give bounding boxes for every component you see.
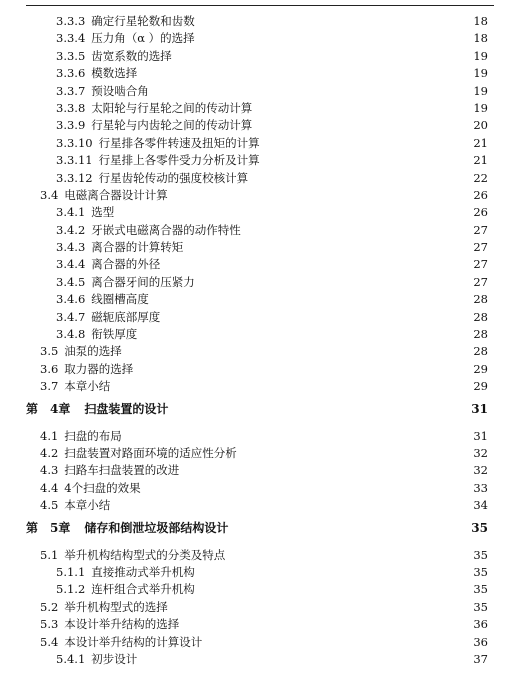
toc-entry[interactable]	[0, 564, 520, 581]
toc-entry-title: 4个扫盘的效果	[64, 480, 141, 495]
toc-entry[interactable]	[0, 13, 520, 30]
toc-entry-number: 3.4.1	[56, 205, 86, 220]
toc-entry-page: 20	[473, 118, 488, 133]
toc-entry-page: 35	[471, 520, 488, 535]
toc-entry-title: 预设啮合角	[91, 83, 149, 98]
toc-entry-page: 37	[473, 651, 488, 666]
toc-entry[interactable]	[0, 309, 520, 326]
toc-entry-number: 4.3	[40, 463, 59, 478]
toc-entry[interactable]	[0, 152, 520, 169]
toc-entry[interactable]	[0, 547, 520, 564]
toc-entry-page: 36	[473, 634, 488, 649]
toc-entry-title: 扫路车扫盘装置的改进	[64, 463, 180, 478]
toc-entry[interactable]	[0, 462, 520, 479]
toc-entry-title: 离合器的外径	[91, 257, 161, 272]
toc-entry-page: 34	[473, 498, 488, 513]
toc-entry-number: 3.6	[40, 361, 59, 376]
toc-entry-page: 28	[473, 327, 488, 342]
toc-entry[interactable]	[0, 170, 520, 187]
toc-entry-number: 3.7	[40, 379, 59, 394]
toc-entry[interactable]	[0, 135, 520, 152]
toc-entry-number: 3.5	[40, 344, 59, 359]
toc-entry-number: 5.1.1	[56, 564, 86, 579]
toc-entry-page: 28	[473, 309, 488, 324]
toc-chapter-entry[interactable]	[0, 398, 520, 424]
toc-entry-page: 32	[473, 445, 488, 460]
toc-entry-title: 离合器牙间的压紧力	[91, 274, 195, 289]
toc-entry-title: 举升机构型式的选择	[64, 599, 168, 614]
toc-entry[interactable]	[0, 343, 520, 360]
toc-entry[interactable]	[0, 581, 520, 598]
toc-entry-number: 3.3.9	[56, 118, 86, 133]
toc-entry[interactable]	[0, 616, 520, 633]
toc-entry[interactable]	[0, 428, 520, 445]
toc-entry-title: 本设计举升结构的计算设计	[64, 634, 203, 649]
toc-entry[interactable]	[0, 326, 520, 343]
toc-entry-number: 3.3.11	[56, 153, 93, 168]
toc-entry[interactable]	[0, 30, 520, 47]
toc-entry-page: 32	[473, 463, 488, 478]
toc-entry[interactable]	[0, 651, 520, 668]
toc-entry-page: 19	[473, 83, 488, 98]
toc-entry[interactable]	[0, 187, 520, 204]
toc-entry-title: 牙嵌式电磁离合器的动作特性	[91, 222, 241, 237]
toc-entry-title: 储存和倒泄垃圾部结构设计	[84, 520, 229, 535]
toc-entry-title: 扫盘装置对路面环境的适应性分析	[64, 445, 237, 460]
toc-entry-page: 28	[473, 344, 488, 359]
toc-entry[interactable]	[0, 634, 520, 651]
toc-entry-number: 3.3.3	[56, 14, 86, 28]
toc-entry-number: 5.3	[40, 617, 59, 632]
toc-entry-title: 行星轮与内齿轮之间的传动计算	[91, 118, 253, 133]
toc-entry-number: 5.4	[40, 634, 59, 649]
toc-entry-title: 直接推动式举升机构	[91, 564, 195, 579]
toc-entry[interactable]	[0, 117, 520, 134]
toc-entry[interactable]	[0, 239, 520, 256]
toc-entry-number: 3.4.2	[56, 222, 86, 237]
toc-entry[interactable]	[0, 497, 520, 514]
toc-entry[interactable]	[0, 256, 520, 273]
toc-entry[interactable]	[0, 83, 520, 100]
toc-entry-number: 3.4.4	[56, 257, 86, 272]
toc-entry-title: 确定行星轮数和齿数	[91, 14, 195, 28]
toc-entry-number: 3.4.8	[56, 327, 86, 342]
toc-entry-number: 4.4	[40, 480, 59, 495]
top-rule	[26, 5, 494, 6]
toc-chapter-entry[interactable]	[0, 517, 520, 543]
toc-entry-page: 26	[473, 187, 488, 202]
toc-entry[interactable]	[0, 291, 520, 308]
toc-entry-page: 27	[473, 222, 488, 237]
toc-entry-page: 27	[473, 240, 488, 255]
toc-entry-number: 第 4章	[26, 401, 71, 416]
toc-entry-number: 3.3.12	[56, 170, 93, 185]
toc-entry-number: 3.4.5	[56, 274, 86, 289]
toc-entry[interactable]	[0, 222, 520, 239]
toc-entry-title: 连杆组合式举升机构	[91, 582, 195, 597]
toc-entry-title: 本章小结	[64, 379, 111, 394]
toc-entry-number: 4.1	[40, 428, 59, 443]
toc-entry-title: 齿宽系数的选择	[91, 48, 172, 63]
toc-entry-title: 太阳轮与行星轮之间的传动计算	[91, 100, 253, 115]
toc-entry-number: 5.2	[40, 599, 59, 614]
table-of-contents	[0, 13, 520, 668]
toc-entry-title: 行星排上各零件受力分析及计算	[98, 153, 260, 168]
toc-entry-title: 磁轭底部厚度	[91, 309, 161, 324]
toc-entry-page: 36	[473, 617, 488, 632]
toc-entry-title: 油泵的选择	[64, 344, 122, 359]
toc-entry-page: 18	[473, 31, 488, 46]
toc-entry-number: 3.4	[40, 187, 59, 202]
toc-entry-title: 行星齿轮传动的强度校核计算	[98, 170, 249, 185]
toc-entry-page: 21	[473, 153, 488, 168]
toc-entry-page: 35	[473, 547, 488, 562]
toc-entry[interactable]	[0, 480, 520, 497]
toc-entry-number: 3.4.6	[56, 292, 86, 307]
toc-entry-number: 5.4.1	[56, 651, 86, 666]
toc-entry-number: 3.3.8	[56, 100, 86, 115]
toc-entry-title: 模数选择	[91, 66, 138, 81]
toc-entry-title: 举升机构结构型式的分类及特点	[64, 547, 226, 562]
toc-entry-page: 33	[473, 480, 488, 495]
toc-entry-page: 29	[473, 379, 488, 394]
toc-entry[interactable]	[0, 378, 520, 395]
toc-entry-number: 3.4.3	[56, 240, 86, 255]
toc-entry-title: 电磁离合器设计计算	[64, 187, 168, 202]
toc-entry-number: 3.3.6	[56, 66, 86, 81]
toc-entry-title: 行星排各零件转速及扭矩的计算	[98, 135, 260, 150]
toc-entry-number: 3.3.10	[56, 135, 93, 150]
toc-entry-number: 4.5	[40, 498, 59, 513]
toc-entry-title: 扫盘装置的设计	[84, 401, 169, 416]
toc-entry-page: 35	[473, 599, 488, 614]
toc-entry-title: 本设计举升结构的选择	[64, 617, 180, 632]
toc-entry-page: 35	[473, 582, 488, 597]
toc-entry-page: 27	[473, 274, 488, 289]
toc-entry-page: 27	[473, 257, 488, 272]
toc-entry[interactable]	[0, 100, 520, 117]
toc-entry-number: 3.4.7	[56, 309, 86, 324]
toc-entry-page: 35	[473, 564, 488, 579]
toc-entry-number: 3.3.4	[56, 31, 86, 46]
toc-entry-title: 离合器的计算转矩	[91, 240, 184, 255]
toc-entry[interactable]	[0, 599, 520, 616]
toc-entry-title: 选型	[91, 205, 115, 220]
toc-entry-number: 3.3.5	[56, 48, 86, 63]
toc-entry-number: 5.1	[40, 547, 59, 562]
toc-entry-page: 19	[473, 66, 488, 81]
toc-entry[interactable]	[0, 274, 520, 291]
toc-entry-title: 扫盘的布局	[64, 428, 122, 443]
toc-entry-title: 取力器的选择	[64, 361, 134, 376]
toc-entry-page: 31	[471, 401, 488, 416]
toc-entry-title: 衔铁厚度	[91, 327, 138, 342]
toc-entry[interactable]	[0, 361, 520, 378]
toc-entry[interactable]	[0, 65, 520, 82]
toc-entry[interactable]	[0, 48, 520, 65]
toc-entry-page: 22	[473, 170, 488, 185]
toc-entry[interactable]	[0, 204, 520, 221]
toc-entry[interactable]	[0, 445, 520, 462]
toc-entry-title: 本章小结	[64, 498, 111, 513]
toc-entry-title: 线圈槽高度	[91, 292, 149, 307]
toc-entry-page: 21	[473, 135, 488, 150]
toc-entry-page: 18	[473, 14, 488, 28]
toc-entry-number: 第 5章	[26, 520, 71, 535]
toc-entry-number: 3.3.7	[56, 83, 86, 98]
toc-entry-number: 5.1.2	[56, 582, 86, 597]
toc-entry-title: 初步设计	[91, 651, 138, 666]
toc-entry-page: 19	[473, 100, 488, 115]
toc-entry-number: 4.2	[40, 445, 59, 460]
toc-entry-page: 26	[473, 205, 488, 220]
toc-entry-title: 压力角（α ）的选择	[91, 31, 195, 46]
toc-entry-page: 29	[473, 361, 488, 376]
toc-entry-page: 28	[473, 292, 488, 307]
toc-entry-page: 19	[473, 48, 488, 63]
toc-entry-page: 31	[473, 428, 488, 443]
